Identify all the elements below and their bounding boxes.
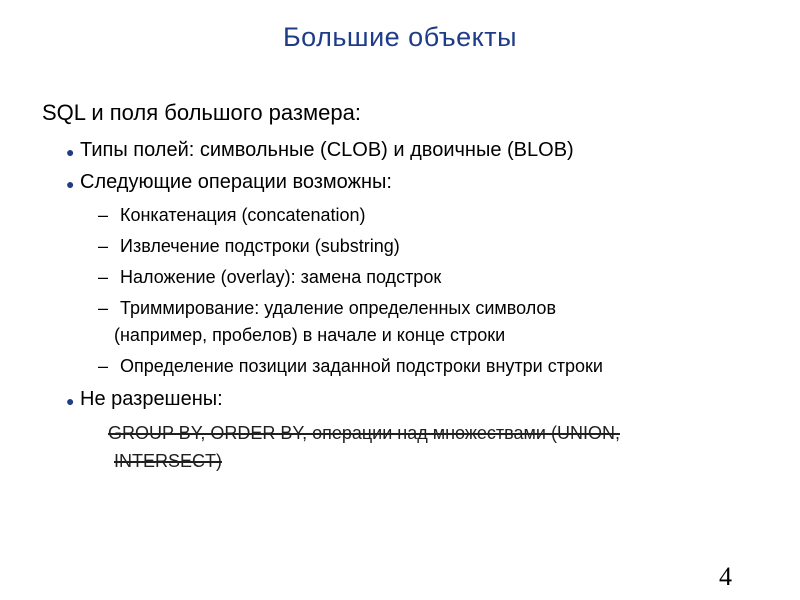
slide-title: Большие объекты: [282, 22, 518, 52]
operation-trim-continued: (например, пробелов) в начале и конце строки: [114, 325, 506, 345]
bullet-not-allowed: Не разрешены:: [80, 388, 223, 410]
bullet-field-types: Типы полей: символьные (CLOB) и двоичные (BLOB): [80, 139, 574, 161]
heading: SQL и поля большого размера:: [42, 100, 361, 125]
struck-line-group-by: GROUP BY, ORDER BY, операции над множествами (UNION,: [108, 423, 620, 443]
bullet-operations: Следующие операции возможны:: [80, 171, 392, 193]
operation-trim: Триммирование: удаление определенных символов: [120, 298, 557, 318]
bullet-dot-icon: ●: [66, 393, 75, 409]
dash-icon: –: [98, 298, 109, 318]
dash-icon: –: [98, 356, 109, 376]
bullet-dot-icon: ●: [66, 144, 75, 160]
operation-concatenation: Конкатенация (concatenation): [120, 205, 366, 225]
operation-substring: Извлечение подстроки (substring): [120, 236, 400, 256]
operation-overlay: Наложение (overlay): замена подстрок: [120, 267, 442, 287]
struck-line-intersect: INTERSECT): [114, 451, 222, 471]
dash-icon: –: [98, 236, 109, 256]
bullet-dot-icon: ●: [66, 176, 75, 192]
dash-icon: –: [98, 267, 109, 287]
page-number: 4: [719, 562, 732, 591]
dash-icon: –: [98, 205, 109, 225]
operation-position: Определение позиции заданной подстроки внутри строки: [120, 356, 603, 376]
